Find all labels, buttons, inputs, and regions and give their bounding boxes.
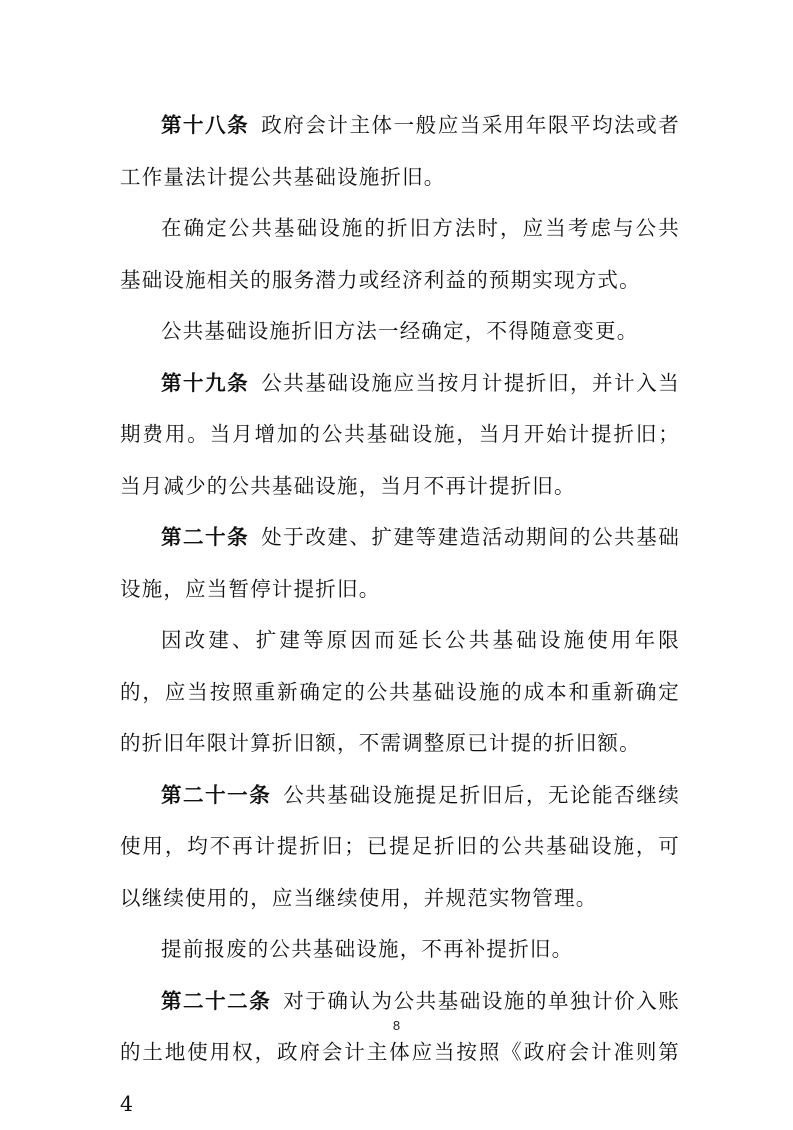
paragraph-method-no-change: [120, 306, 680, 358]
paragraph-article-19: [120, 358, 680, 513]
page-number: 8: [0, 1018, 793, 1033]
paragraph-text: 公共基础设施应当按月计提折旧，并计入当期费用。当月增加的公共基础设施，当月开始计提折旧；当月减少的公共基础设施，当月不再计提折旧。: [120, 371, 680, 498]
paragraph-text: 对于确认为公共基础设施的单独计价入账的土地使用权，政府会计主体应当按照《政府会计准则第 4: [120, 989, 680, 1116]
article-heading: 第二十一条: [161, 783, 271, 807]
paragraph-article-18: [120, 100, 680, 203]
article-heading: 第二十条: [161, 525, 249, 549]
article-heading: 第二十二条: [161, 989, 271, 1013]
paragraph-depreciation-method: [120, 203, 680, 306]
paragraph-early-scrap: [120, 924, 680, 976]
paragraph-text: 因改建、扩建等原因而延长公共基础设施使用年限的，应当按照重新确定的公共基础设施的成本和重新确定的折旧年限计算折旧额，不需调整原已计提的折旧额。: [120, 628, 680, 755]
paragraph-text: 政府会计主体一般应当采用年限平均法或者工作量法计提公共基础设施折旧。: [120, 113, 680, 189]
paragraph-text: 公共基础设施折旧方法一经确定，不得随意变更。: [161, 319, 638, 343]
paragraph-article-21: [120, 770, 680, 925]
paragraph-extended-life: [120, 615, 680, 770]
paragraph-text: 公共基础设施提足折旧后，无论能否继续使用，均不再计提折旧；已提足折旧的公共基础设施，可以继续使用的，应当继续使用，并规范实物管理。: [120, 783, 680, 910]
paragraph-text: 提前报废的公共基础设施，不再补提折旧。: [161, 937, 573, 961]
paragraph-article-20: [120, 512, 680, 615]
article-heading: 第十八条: [161, 113, 249, 137]
document-body: [120, 100, 680, 1130]
article-heading: 第十九条: [161, 371, 249, 395]
paragraph-article-22: [120, 976, 680, 1130]
paragraph-text: 在确定公共基础设施的折旧方法时，应当考虑与公共基础设施相关的服务潜力或经济利益的预期实现方式。: [120, 216, 680, 292]
paragraph-text: 处于改建、扩建等建造活动期间的公共基础设施，应当暂停计提折旧。: [120, 525, 680, 601]
